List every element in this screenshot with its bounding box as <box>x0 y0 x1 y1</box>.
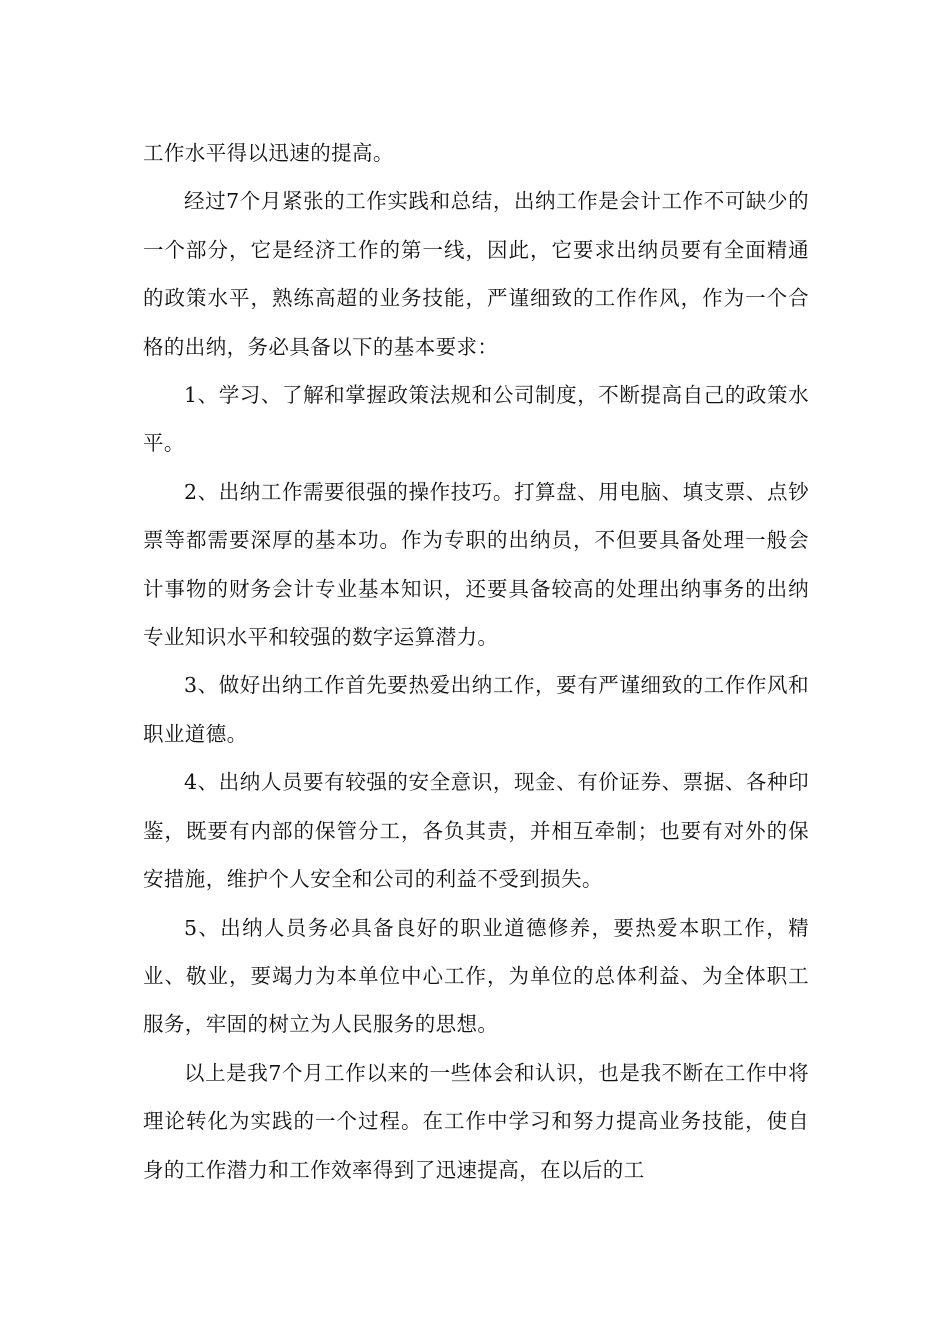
paragraph-item-1: 1、学习、了解和掌握政策法规和公司制度，不断提高自己的政策水平。 <box>143 383 809 456</box>
paragraph-item-5: 5、出纳人员务必具备良好的职业道德修养，要热爱本职工作，精业、敬业，要竭力为本单位中心工作，为单位的总体利益、为全体职工服务，牢固的树立为人民服务的思想。 <box>143 915 809 1037</box>
paragraph-conclusion: 以上是我7个月工作以来的一些体会和认识，也是我不断在工作中将理论转化为实践的一个过程。在工作中学习和努力提高业务技能，使自身的工作潜力和工作效率得到了迅速提高，在以后的工 <box>143 1060 809 1182</box>
paragraph-item-3: 3、做好出纳工作首先要热爱出纳工作，要有严谨细致的工作作风和职业道德。 <box>143 673 809 746</box>
document-body <box>143 129 809 1194</box>
paragraph-continuation: 工作水平得以迅速的提高。 <box>143 141 394 165</box>
paragraph-item-4: 4、出纳人员要有较强的安全意识，现金、有价证券、票据、各种印鉴，既要有内部的保管分工，各负其责，并相互牵制；也要有对外的保安措施，维护个人安全和公司的利益不受到损失。 <box>143 770 809 892</box>
paragraph-item-2: 2、出纳工作需要很强的操作技巧。打算盘、用电脑、填支票、点钞票等都需要深厚的基本功。作为专职的出纳员，不但要具备处理一般会计事物的财务会计专业基本知识，还要具备较高的处理出纳事务的出纳专业知识水平和较强的数字运算潜力。 <box>143 479 809 650</box>
paragraph-intro: 经过7个月紧张的工作实践和总结，出纳工作是会计工作不可缺少的一个部分，它是经济工作的第一线，因此，它要求出纳员要有全面精通的政策水平，熟练高超的业务技能，严谨细致的工作作风，作为一个合格的出纳，务必具备以下的基本要求： <box>143 189 809 359</box>
